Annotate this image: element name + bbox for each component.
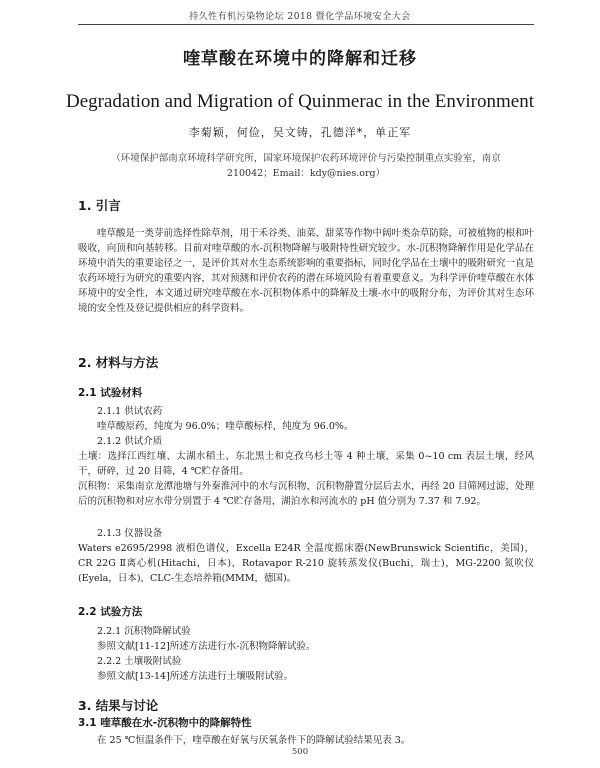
section-3-1-text: 在 25 ℃恒温条件下，喹草酸在好氧与厌氧条件下的降解试验结果见表 3。 [97, 735, 411, 746]
section-2-2-heading: 2.2 试验方法 [78, 606, 143, 618]
title-english: Degradation and Migration of Quinmerac in the Environment [65, 91, 534, 112]
item-2-1-2-sediment [78, 479, 534, 509]
instrument-text: Waters e2695/2998 液相色谱仪，Excella E24R 全温度摇床器(NewBrunswick Scientific，美国)，CR 22G Ⅱ离心机(Hitachi，日本)，Rotavapor R-210 旋转蒸发仪(Buchi，瑞士)，MG-2200 氮吹仪(Eyela，日本)，CLC-生态培养箱(MMM，德国)。 [78, 543, 534, 584]
item-2-2-1-text: 参照文献[11-12]所述方法进行水-沉积物降解试验。 [97, 641, 316, 652]
item-2-2-2-label: 2.2.2 土壤吸附试验 [97, 656, 182, 667]
title-chinese: 喹草酸在环境中的降解和迁移 [183, 49, 417, 69]
item-2-2-2-text: 参照文献[13-14]所述方法进行土壤吸附试验。 [97, 671, 294, 682]
item-2-1-2-soil [78, 449, 534, 479]
item-2-1-3-label: 2.1.3 仪器设备 [97, 528, 163, 539]
section-2-1-heading: 2.1 试验材料 [78, 387, 143, 399]
section-1-text: 喹草酸是一类芽前选择性除草剂，用于禾谷类、油菜、甜菜等作物中阔叶类杂草防除，可被植物的根和叶吸收，向顶和向基转移。目前对喹草酸的水-沉积物降解与吸附特性研究较少。水-沉积物降解作用是化学品在环境中消失的重要途径之一，是评价其对水生态系统影响的重要指标，同时化学品在土壤中的吸附研究一直是农药环境行为研究的重要内容，其对预测和评价农药的潜在环境风险有着重要意义。为科学评价喹草酸在水体环境中的安全性，本文通过研究喹草酸在水-沉积物体系中的降解及土壤-水中的吸附分布，为评价其对生态环境的安全性及登记提供相应的科学资料。 [78, 228, 535, 314]
item-2-2-1-label: 2.2.1 沉积物降解试验 [97, 626, 191, 637]
header-rule [78, 24, 534, 25]
running-header: 持久性有机污染物论坛 2018 暨化学品环境安全大会 [189, 12, 411, 22]
page-number: 500 [291, 747, 309, 757]
affiliation-line-2: 210042；Email：kdy@nies.org） [226, 168, 386, 179]
sediment-text: 沉积物：采集南京龙潭池塘与外秦淮河中的水与沉积物，沉积物静置分层后去水，再经 20 目筛网过滤，处理后的沉积物和对应水带分别置于 4 ℃贮存备用，湖泊水和河流水的 pH 值分别为 7.37 和 7.92。 [78, 481, 534, 507]
author-list: 李菊颖，何俭，吴文铸，孔德洋*，单正军 [188, 126, 412, 139]
soil-text: 土壤：选择江西红壤、太湖水稻土、东北黑土和克孜乌杉土等 4 种土壤，采集 0~10 cm 表层土壤，经风干，研碎，过 20 目筛，4 ℃贮存备用。 [78, 451, 534, 477]
section-2-heading: 2. 材料与方法 [78, 355, 159, 370]
item-2-1-1-text: 喹草酸原药，纯度为 96.0%；喹草酸标样，纯度为 96.0%。 [97, 421, 354, 432]
section-1-heading: 1. 引言 [78, 198, 121, 213]
item-2-1-2-label: 2.1.2 供试介质 [97, 436, 163, 447]
section-1-body [78, 226, 534, 316]
item-2-1-1-label: 2.1.1 供试农药 [97, 406, 163, 417]
section-3-heading: 3. 结果与讨论 [78, 698, 159, 713]
item-2-1-3-text [78, 541, 534, 586]
section-3-1-heading: 3.1 喹草酸在水-沉积物中的降解特性 [78, 717, 252, 729]
affiliation-line-1: （环境保护部南京环境科学研究所，国家环境保护农药环境评价与污染控制重点实验室，南京 [111, 153, 501, 164]
affiliation [78, 151, 534, 181]
